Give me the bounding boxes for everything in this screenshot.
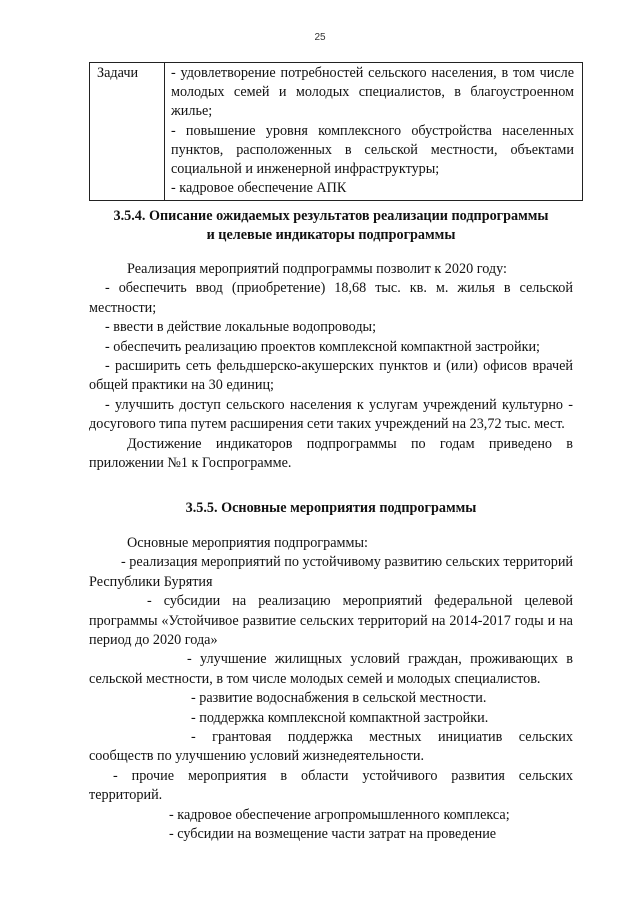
activity-subitem: - кадровое обеспечение агропромышленного комплекса; — [169, 806, 510, 823]
activity-subitem: - субсидии на возмещение части затрат на проведение — [169, 826, 497, 843]
section-355-intro: Основные мероприятия подпрограммы: — [127, 535, 368, 551]
activity-subitem: - субсидии на реализацию мероприятий федеральной целевой программы «Устойчивое развитие сельских территорий на 2014-2017 годы и на период до 2020 года» — [89, 593, 573, 649]
activity-item: - реализация мероприятий по устойчивому развитию сельских территорий Республики Бурятия — [89, 554, 574, 590]
activity-subitem: - грантовая поддержка местных инициатив сельских сообществ по улучшению условий жизнедеятельности. — [89, 729, 573, 765]
task-item: - повышение уровня комплексного обустройства населенных пунктов, расположенных в сельской местности, объектами социальной и инженерной инфраструктуры; — [171, 122, 574, 178]
section-354-intro: Реализация мероприятий подпрограммы позволит к 2020 году: — [127, 261, 507, 277]
activity-subitem: - развитие водоснабжения в сельской местности. — [191, 690, 487, 707]
activity-subitem: - поддержка комплексной компактной застройки. — [191, 709, 489, 726]
section-355-body — [89, 534, 573, 845]
section-354-heading-line2: и целевые индикаторы подпрограммы — [206, 227, 456, 244]
section-355-heading: 3.5.5. Основные мероприятия подпрограммы — [185, 500, 477, 516]
tasks-table — [89, 62, 583, 201]
result-item: - улучшить доступ сельского населения к услугам учреждений культурно - досугового типа путем расширения сети таких учреждений на 23,72 тыс. мест. — [89, 396, 573, 433]
tasks-label-cell: Задачи — [90, 63, 165, 201]
result-item: - обеспечить реализацию проектов комплексной компактной застройки; — [105, 338, 541, 355]
activity-subitem: - улучшение жилищных условий граждан, проживающих в сельской местности, в том числе молодых семей и молодых специалистов. — [89, 651, 573, 687]
tasks-content-cell — [165, 63, 583, 201]
section-354-heading — [89, 207, 573, 246]
task-item: - кадровое обеспечение АПК — [171, 180, 347, 197]
result-item: - расширить сеть фельдшерско-акушерских пунктов и (или) офисов врачей общей практики на 30 единиц; — [89, 358, 573, 394]
result-item: - обеспечить ввод (приобретение) 18,68 тыс. кв. м. жилья в сельской местности; — [89, 280, 573, 316]
table-row — [90, 63, 583, 201]
section-354-body — [89, 260, 573, 473]
page-number: 25 — [314, 32, 326, 43]
activity-item: - прочие мероприятия в области устойчивого развития сельских территорий. — [89, 767, 573, 804]
section-354-closing: Достижение индикаторов подпрограммы по годам приведено в приложении №1 к Госпрограмме. — [89, 435, 573, 472]
result-item: - ввести в действие локальные водопроводы; — [105, 319, 377, 336]
task-item: - удовлетворение потребностей сельского населения, в том числе молодых семей и молодых специалистов, в благоустроенном жилье; — [171, 65, 574, 120]
section-354-heading-line1: 3.5.4. Описание ожидаемых результатов реализации подпрограммы — [113, 208, 549, 224]
